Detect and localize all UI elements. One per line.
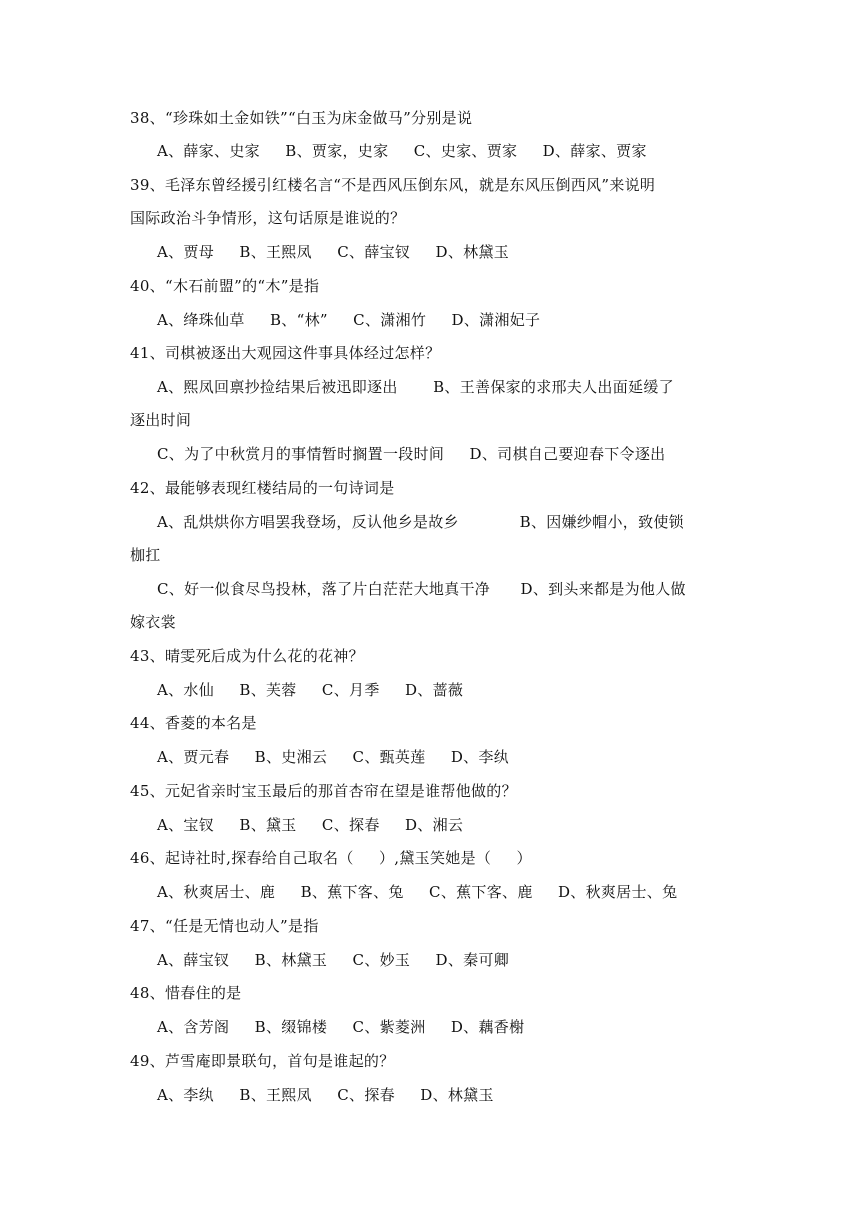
options-38: A、薛家、史家 B、贾家，史家 C、史家、贾家 D、薛家、贾家 [157, 142, 647, 160]
question-43: 43、晴雯死后成为什么花的花神？ [130, 647, 364, 665]
options-40: A、绛珠仙草 B、“林” C、潇湘竹 D、潇湘妃子 [157, 311, 541, 329]
question-41: 41、司棋被逐出大观园这件事具体经过怎样？ [130, 344, 441, 362]
question-44: 44、香菱的本名是 [130, 714, 257, 732]
options-47: A、薛宝钗 B、林黛玉 C、妙玉 D、秦可卿 [157, 951, 510, 969]
options-42-cd: C、好一似食尽鸟投林，落了片白茫茫大地真干净 D、到头来都是为他人做 [157, 580, 686, 598]
question-48: 48、惜春住的是 [130, 984, 242, 1002]
options-42-cd-continued: 嫁衣裳 [130, 613, 176, 631]
question-39: 39、毛泽东曾经援引红楼名言“不是西风压倒东风，就是东风压倒西风”来说明 [130, 176, 656, 194]
options-42-ab-continued: 枷扛 [130, 546, 161, 564]
question-49: 49、芦雪庵即景联句，首句是谁起的？ [130, 1052, 395, 1070]
question-39-continued: 国际政治斗争情形，这句话原是谁说的？ [130, 209, 406, 227]
options-43: A、水仙 B、芙蓉 C、月季 D、蔷薇 [157, 681, 464, 699]
question-47: 47、“任是无情也动人”是指 [130, 917, 319, 935]
question-45: 45、元妃省亲时宝玉最后的那首杏帘在望是谁帮他做的？ [130, 782, 517, 800]
options-41-ab: A、熙凤回禀抄捡结果后被迅即逐出 B、王善保家的求邢夫人出面延缓了 [157, 378, 674, 396]
options-49: A、李纨 B、王熙凤 C、探春 D、林黛玉 [157, 1086, 494, 1104]
question-38: 38、“珍珠如土金如铁”“白玉为床金做马”分别是说 [130, 109, 473, 127]
question-46: 46、起诗社时,探春给自己取名（ ）,黛玉笑她是（ ） [130, 849, 532, 867]
options-48: A、含芳阁 B、缀锦楼 C、紫菱洲 D、藕香榭 [157, 1018, 525, 1036]
options-42-ab: A、乱烘烘你方唱罢我登场，反认他乡是故乡 B、因嫌纱帽小，致使锁 [157, 513, 684, 531]
options-44: A、贾元春 B、史湘云 C、甄英莲 D、李纨 [157, 748, 510, 766]
question-40: 40、“木石前盟”的“木”是指 [130, 277, 320, 295]
options-45: A、宝钗 B、黛玉 C、探春 D、湘云 [157, 816, 464, 834]
options-46: A、秋爽居士、鹿 B、蕉下客、兔 C、蕉下客、鹿 D、秋爽居士、兔 [157, 883, 678, 901]
question-42: 42、最能够表现红楼结局的一句诗词是 [130, 479, 395, 497]
options-39: A、贾母 B、王熙凤 C、薛宝钗 D、林黛玉 [157, 243, 510, 261]
options-41-cd: C、为了中秋赏月的事情暂时搁置一段时间 D、司棋自己要迎春下令逐出 [157, 445, 666, 463]
options-41-ab-continued: 逐出时间 [130, 411, 192, 429]
